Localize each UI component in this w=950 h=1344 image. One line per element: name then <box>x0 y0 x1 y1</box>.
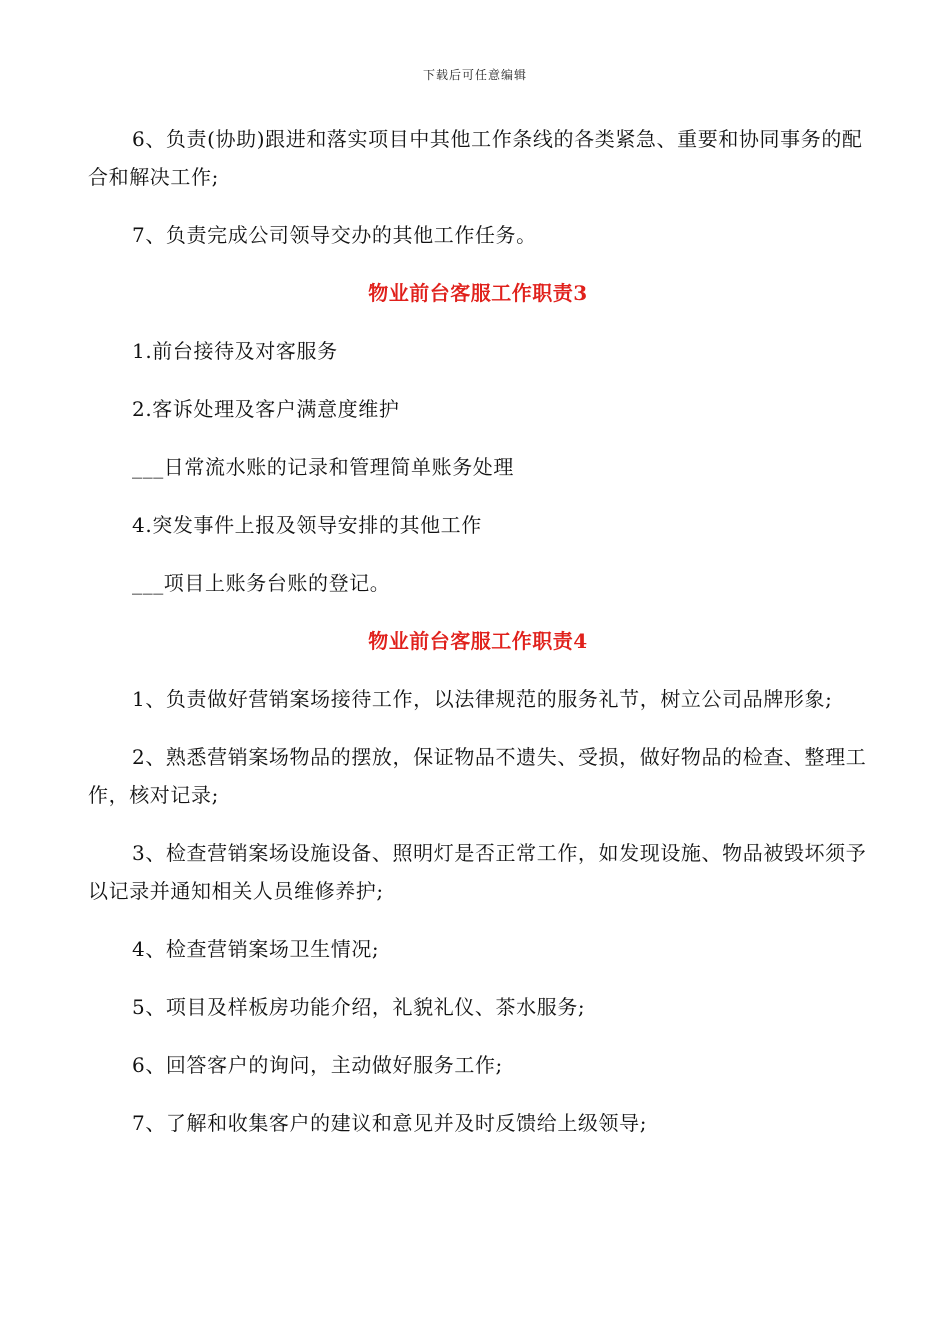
paragraph-prev-item-7: 7、负责完成公司领导交办的其他工作任务。 <box>132 223 537 247</box>
page-header-note: 下载后可任意编辑 <box>422 68 527 82</box>
section-4-title: 物业前台客服工作职责4 <box>368 629 588 653</box>
section-4-item-5: 5、项目及样板房功能介绍，礼貌礼仪、茶水服务; <box>132 995 586 1019</box>
section-3-title: 物业前台客服工作职责3 <box>368 281 588 305</box>
section-4-item-7: 7、了解和收集客户的建议和意见并及时反馈给上级领导; <box>132 1111 648 1135</box>
section-4-item-3: 3、检查营销案场设施设备、照明灯是否正常工作，如发现设施、物品被毁坏须予以记录并通知相关人员维修养护; <box>88 841 867 903</box>
section-4-item-4: 4、检查营销案场卫生情况; <box>132 937 380 961</box>
section-3-item-1: 1.前台接待及对客服务 <box>132 339 338 363</box>
section-3-item-4: 4.突发事件上报及领导安排的其他工作 <box>132 513 482 537</box>
section-3-item-2: 2.客诉处理及客户满意度维护 <box>132 397 400 421</box>
document-body <box>88 120 868 1162</box>
paragraph-prev-item-6: 6、负责(协助)跟进和落实项目中其他工作条线的各类紧急、重要和协同事务的配合和解决工作; <box>88 127 863 189</box>
section-4-item-6: 6、回答客户的询问，主动做好服务工作; <box>132 1053 503 1077</box>
section-4-item-1: 1、负责做好营销案场接待工作，以法律规范的服务礼节，树立公司品牌形象; <box>132 687 833 711</box>
section-3-item-3: ___日常流水账的记录和管理简单账务处理 <box>132 455 514 479</box>
section-4-item-2: 2、熟悉营销案场物品的摆放，保证物品不遗失、受损，做好物品的检查、整理工作，核对记录; <box>88 745 867 807</box>
section-3-item-5: ___项目上账务台账的登记。 <box>132 571 391 595</box>
